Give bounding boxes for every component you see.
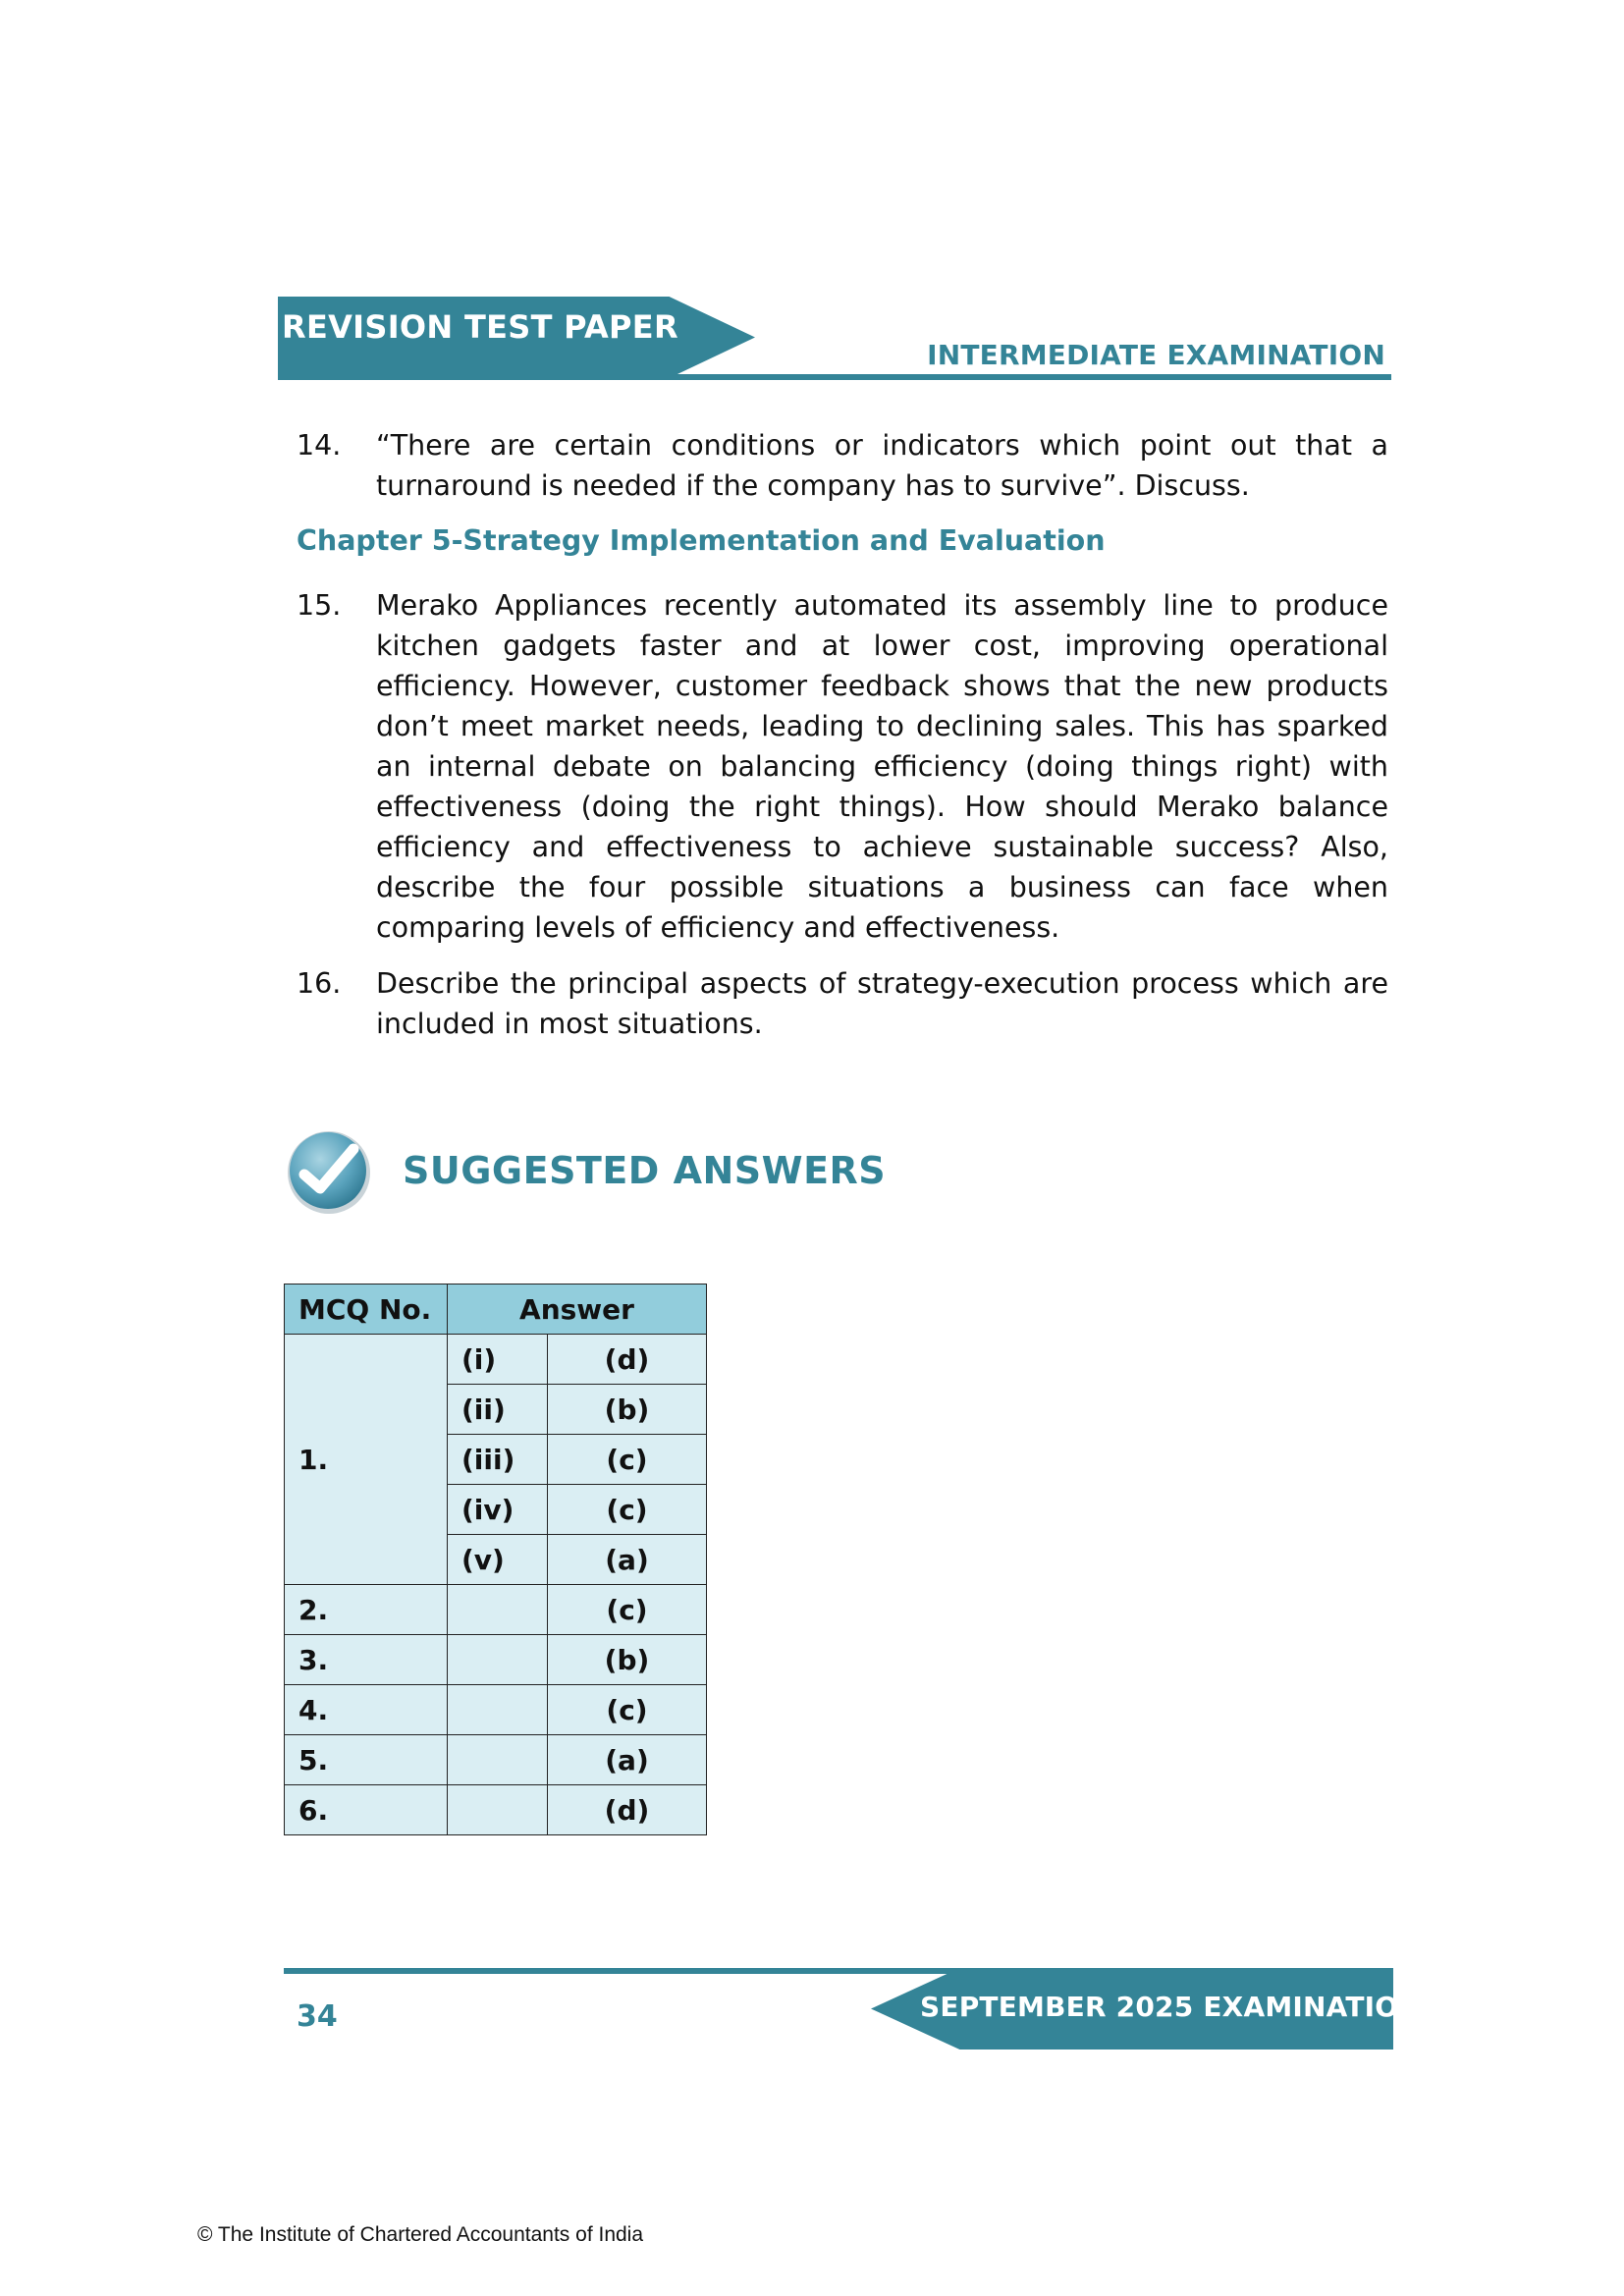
table-row <box>285 1635 707 1685</box>
mcq-part-empty <box>448 1735 548 1785</box>
question-14 <box>297 425 1388 506</box>
header-banner-title: REVISION TEST PAPER <box>282 308 678 346</box>
question-number: 15. <box>297 589 342 622</box>
mcq-part: (i) <box>448 1335 548 1385</box>
mcq-number: 3. <box>285 1635 448 1685</box>
copyright-notice: © The Institute of Chartered Accountants of India <box>197 2223 644 2246</box>
question-text: Describe the principal aspects of strategy-execution process which are included in most situations. <box>376 967 1388 1040</box>
mcq-answer: (b) <box>548 1385 707 1435</box>
mcq-number: 5. <box>285 1735 448 1785</box>
question-15 <box>297 585 1388 948</box>
question-text: “There are certain conditions or indicators which point out that a turnaround is needed if the company has to survive”. Discuss. <box>376 429 1388 502</box>
mcq-answer: (c) <box>548 1435 707 1485</box>
header-mcq-no: MCQ No. <box>285 1285 448 1335</box>
table-row <box>285 1585 707 1635</box>
mcq-number: 1. <box>285 1335 448 1585</box>
table-row <box>285 1785 707 1835</box>
question-number: 16. <box>297 967 342 1000</box>
mcq-answer: (c) <box>548 1485 707 1535</box>
header-rule <box>278 374 1391 380</box>
suggested-answers-title: SUGGESTED ANSWERS <box>403 1149 887 1192</box>
mcq-part-empty <box>448 1685 548 1735</box>
mcq-number: 4. <box>285 1685 448 1735</box>
mcq-answer: (c) <box>548 1685 707 1735</box>
mcq-part: (iv) <box>448 1485 548 1535</box>
mcq-part-empty <box>448 1635 548 1685</box>
mcq-number: 6. <box>285 1785 448 1835</box>
mcq-part: (v) <box>448 1535 548 1585</box>
mcq-part-empty <box>448 1785 548 1835</box>
mcq-answer: (d) <box>548 1335 707 1385</box>
mcq-part-empty <box>448 1585 548 1635</box>
question-16 <box>297 963 1388 1044</box>
mcq-answer: (a) <box>548 1535 707 1585</box>
checkmark-circle-icon <box>285 1127 373 1216</box>
table-header-row <box>285 1285 707 1335</box>
mcq-answer-table <box>284 1284 707 1835</box>
mcq-number: 2. <box>285 1585 448 1635</box>
footer-banner-title: SEPTEMBER 2025 EXAMINATION <box>920 1991 1422 2023</box>
page-number: 34 <box>297 1999 338 2034</box>
table-row <box>285 1685 707 1735</box>
mcq-answer: (a) <box>548 1735 707 1785</box>
mcq-answer: (d) <box>548 1785 707 1835</box>
header-answer: Answer <box>448 1285 707 1335</box>
header-exam-title: INTERMEDIATE EXAMINATION <box>927 339 1385 371</box>
question-number: 14. <box>297 429 342 462</box>
mcq-part: (ii) <box>448 1385 548 1435</box>
mcq-answer: (b) <box>548 1635 707 1685</box>
chapter-heading: Chapter 5-Strategy Implementation and Evaluation <box>297 524 1106 557</box>
question-text: Merako Appliances recently automated its assembly line to produce kitchen gadgets faster and at lower cost, improving operational efficiency. However, customer feedback shows that the new products don’t meet market needs, leading to declining sales. This has sparked an internal debate on balancing efficiency (doing things right) with effectiveness (doing the right things). How should Merako balance efficiency and effectiveness to achieve sustainable success? Also, describe the four possible situations a business can face when comparing levels of efficiency and effectiveness. <box>376 589 1388 944</box>
mcq-answer: (c) <box>548 1585 707 1635</box>
table-row <box>285 1335 707 1385</box>
table-row <box>285 1735 707 1785</box>
mcq-part: (iii) <box>448 1435 548 1485</box>
